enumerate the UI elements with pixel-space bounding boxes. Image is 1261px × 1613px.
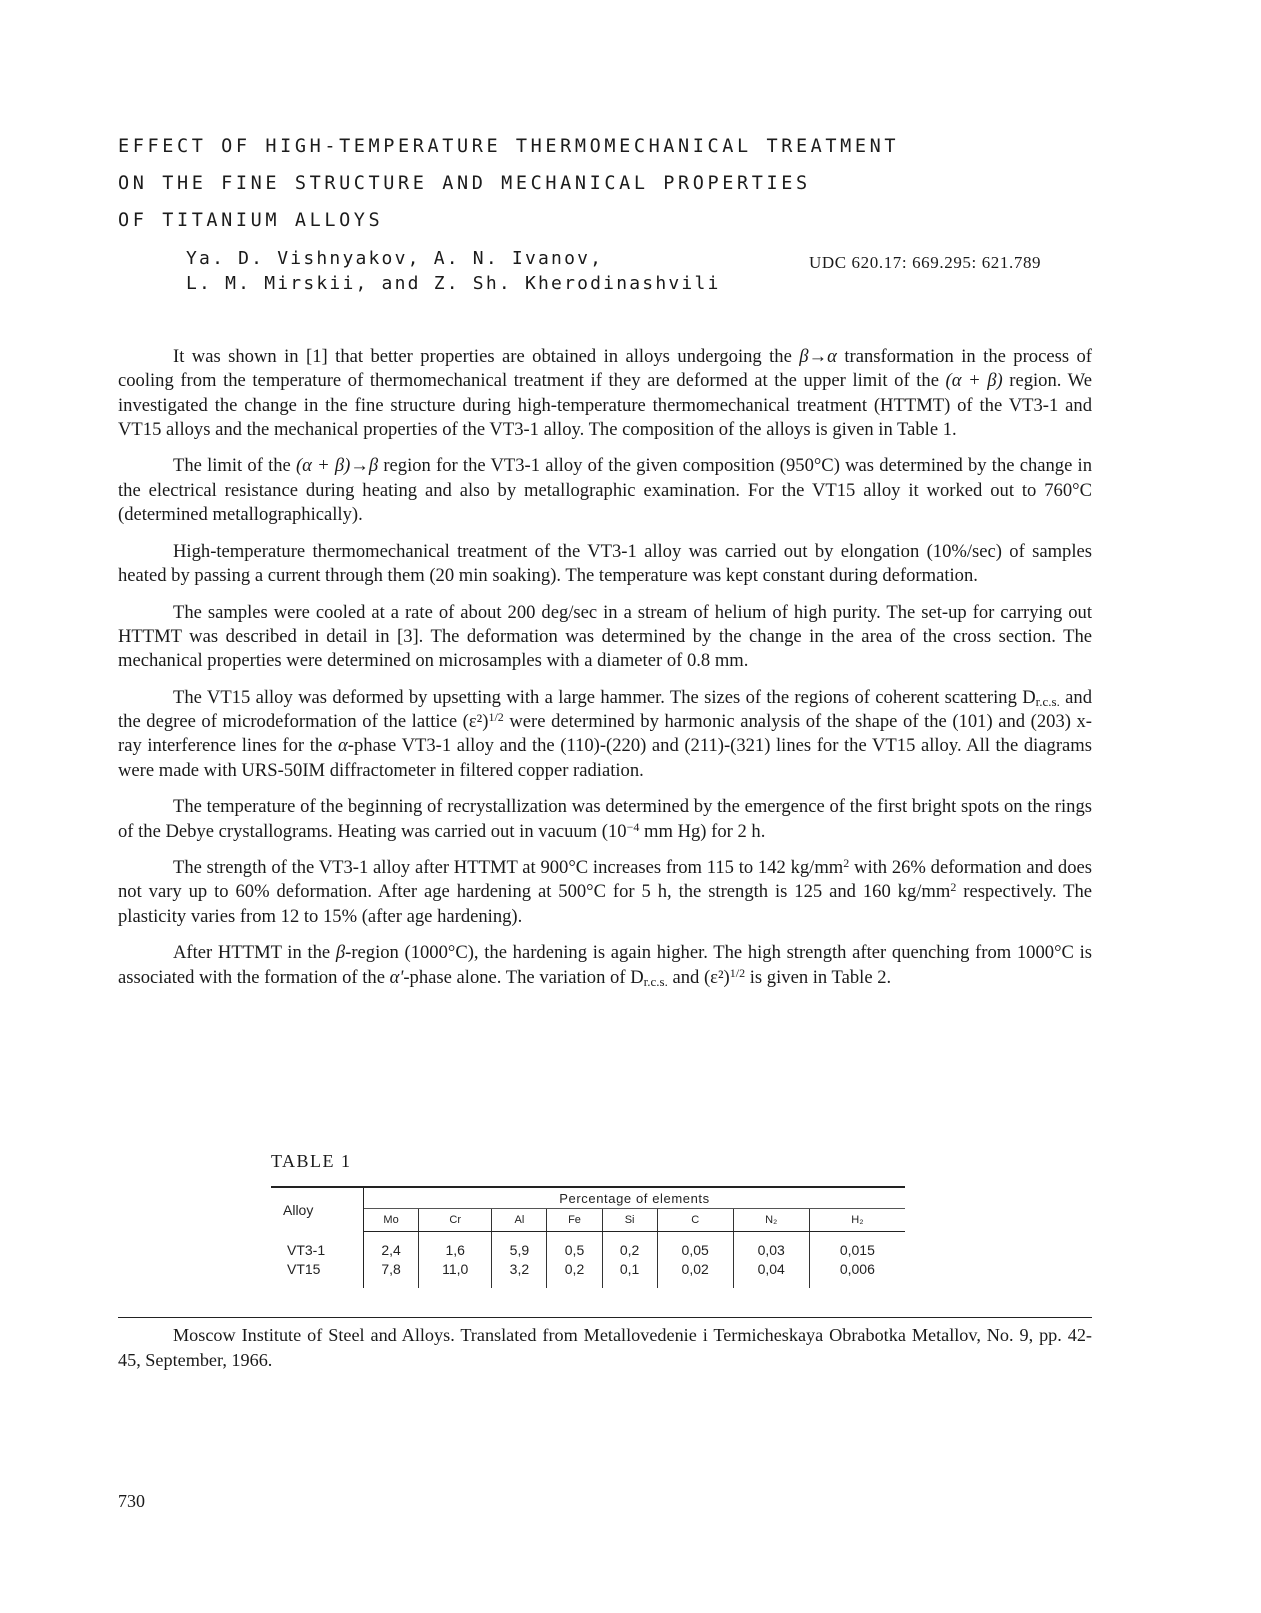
p5-text-d: -phase VT3-1 alloy and the (110)-(220) and (211)-(321) lines for the VT15 alloy. All the diagrams were made with URS-50IM diffractometer in filtered copper radiation. — [118, 735, 1092, 781]
table-cell: 1,6 — [419, 1239, 492, 1261]
paragraph-3: High-temperature thermomechanical treatment of the VT3-1 alloy was carried out by elongation (10%/sec) of samples heated by passing a current through them (20 min soaking). The temperature was kept constant during deformation. — [118, 540, 1092, 586]
authors-line-1: Ya. D. Vishnyakov, A. N. Ivanov, — [186, 248, 604, 269]
p8-text-c: -phase alone. The variation of D — [403, 966, 644, 988]
table-cell: 5,9 — [492, 1239, 547, 1261]
table-cell: 0,03 — [733, 1239, 809, 1261]
table-cell: 0,02 — [657, 1261, 733, 1288]
authors-line-2: L. M. Mirskii, and Z. Sh. Kherodinashvili — [186, 273, 721, 294]
element-header: Al — [492, 1209, 547, 1232]
table-1 — [271, 1186, 905, 1288]
p5-alpha: α — [338, 735, 348, 757]
footnote — [118, 1323, 1092, 1373]
p5-epsilon: (ε²) — [462, 711, 489, 733]
alloy-cell: VT15 — [271, 1261, 364, 1288]
page-number: 730 — [118, 1491, 145, 1511]
p1-symbol-2: (α + β) — [945, 370, 1003, 392]
paper-title — [118, 128, 1118, 239]
paragraph-5 — [118, 686, 1092, 783]
p8-alpha: α' — [389, 966, 404, 988]
table-row — [271, 1239, 905, 1261]
alloy-column-header: Alloy — [271, 1187, 364, 1232]
table-cell: 2,4 — [364, 1239, 419, 1261]
p8-text-a: After HTTMT in the — [173, 942, 336, 964]
paragraph-1 — [118, 345, 1092, 442]
paragraph-8 — [118, 941, 1092, 990]
title-line-3: OF TITANIUM ALLOYS — [118, 210, 384, 231]
table-cell: 0,015 — [809, 1239, 905, 1261]
p6-text-a: The temperature of the beginning of recrystallization was determined by the emergence of the first bright spots on the rings of the Debye crystallograms. Heating was carried out in vacuum (10 — [118, 796, 1092, 842]
p6-text-b: mm Hg) for 2 h. — [639, 820, 766, 842]
element-header: Fe — [547, 1209, 602, 1232]
title-line-2: ON THE FINE STRUCTURE AND MECHANICAL PROPERTIES — [118, 173, 811, 194]
footnote-divider — [118, 1317, 1092, 1318]
p1-symbol: β→α — [799, 346, 837, 367]
table-cell: 0,2 — [602, 1239, 657, 1261]
composition-table — [271, 1186, 905, 1288]
p7-text-b: with 26% deformation and does not vary up to 60% deformation. After age hardening at 500°C for 5 h, the strength is 125 and 160 kg/mm — [118, 857, 1093, 903]
paragraph-6 — [118, 795, 1092, 844]
table-cell: 0,1 — [602, 1261, 657, 1288]
paragraph-4: The samples were cooled at a rate of about 200 deg/sec in a stream of helium of high purity. The set-up for carrying out HTTMT was described in detail in [3]. The deformation was determined by the change in the area of the cross section. The mechanical properties were determined on microsamples with a diameter of 0.8 mm. — [118, 601, 1092, 672]
percentage-group-header: Percentage of elements — [364, 1187, 906, 1209]
table-cell: 11,0 — [419, 1261, 492, 1288]
table-cell: 0,05 — [657, 1239, 733, 1261]
p8-epsilon: (ε²) — [703, 966, 730, 988]
p2-text-a: The limit of the — [173, 455, 296, 477]
p5-text-c: were determined by harmonic analysis of the shape of the (101) and (203) x-ray interference lines for the — [118, 711, 1092, 757]
p8-text-b: -region (1000°C), the hardening is again higher. The high strength after quenching from 1000°C is associated with the formation of the — [118, 942, 1093, 988]
p1-text-a: It was shown in [1] that better properties are obtained in alloys undergoing the — [173, 346, 800, 367]
p5-exponent: 1/2 — [488, 710, 504, 725]
p5-subscript: r.c.s. — [1035, 693, 1060, 709]
element-header: Cr — [419, 1209, 492, 1232]
footnote-text: Moscow Institute of Steel and Alloys. Translated from Metallovedenie i Termicheskaya Obrabotka Metallov, No. 9, pp. 42-45, September, 1966. — [118, 1325, 1092, 1370]
table-cell: 0,04 — [733, 1261, 809, 1288]
p8-beta: β — [335, 942, 346, 964]
p5-text-b: and the degree of microdeformation of the lattice — [118, 686, 1092, 733]
paragraph-7 — [118, 856, 1092, 929]
element-header: Mo — [364, 1209, 419, 1232]
paragraph-2 — [118, 454, 1092, 527]
element-header: Si — [602, 1209, 657, 1232]
udc-code: UDC 620.17: 669.295: 621.789 — [809, 253, 1042, 272]
p8-exponent: 1/2 — [729, 965, 746, 980]
table-cell: 0,2 — [547, 1261, 602, 1288]
p5-text-a: The VT15 alloy was deformed by upsetting with a large hammer. The sizes of the regions of coherent scattering D — [173, 686, 1036, 708]
p1-text-c: region. We investigated the change in the fine structure during high-temperature thermomechanical treatment (HTTMT) of the VT3-1 and VT15 alloys and the mechanical properties of the VT3-1 alloy. The composition of the alloys is given in Table 1. — [118, 370, 1092, 440]
p8-text-e: is given in Table 2. — [745, 966, 892, 988]
p7-exponent-2: 2 — [950, 880, 957, 895]
p7-exponent-1: 2 — [843, 856, 850, 871]
p2-text-b: region for the VT3-1 alloy of the given composition (950°C) was determined by the change in the electrical resistance during heating and also by metallographic examination. For the VT15 alloy it worked out to 760°C (determined metallographically). — [118, 455, 1092, 526]
p8-text-d: and — [667, 966, 704, 988]
table-cell: 7,8 — [364, 1261, 419, 1288]
table-cell: 0,006 — [809, 1261, 905, 1288]
alloy-cell: VT3-1 — [271, 1239, 364, 1261]
table-caption: TABLE 1 — [271, 1151, 352, 1171]
table-cell: 3,2 — [492, 1261, 547, 1288]
author-list — [186, 246, 721, 296]
table-row — [271, 1261, 905, 1288]
title-line-1: EFFECT OF HIGH-TEMPERATURE THERMOMECHANICAL TREATMENT — [118, 136, 900, 157]
p7-text-c: respectively. The plasticity varies from 12 to 15% (after age hardening). — [118, 881, 1092, 927]
p6-exponent: −4 — [626, 819, 640, 834]
element-header: C — [657, 1209, 733, 1232]
p8-subscript: r.c.s. — [643, 973, 668, 989]
element-header: H₂ — [809, 1209, 905, 1232]
table-cell: 0,5 — [547, 1239, 602, 1261]
p7-text-a: The strength of the VT3-1 alloy after HTTMT at 900°C increases from 115 to 142 kg/mm — [173, 857, 844, 879]
element-header: N₂ — [733, 1209, 809, 1232]
p1-text-b: transformation in the process of cooling from the temperature of thermomechanical treatment if they are deformed at the upper limit of the — [118, 346, 1092, 392]
p2-symbol: (α + β)→β — [295, 455, 379, 477]
article-body — [118, 345, 1092, 1002]
